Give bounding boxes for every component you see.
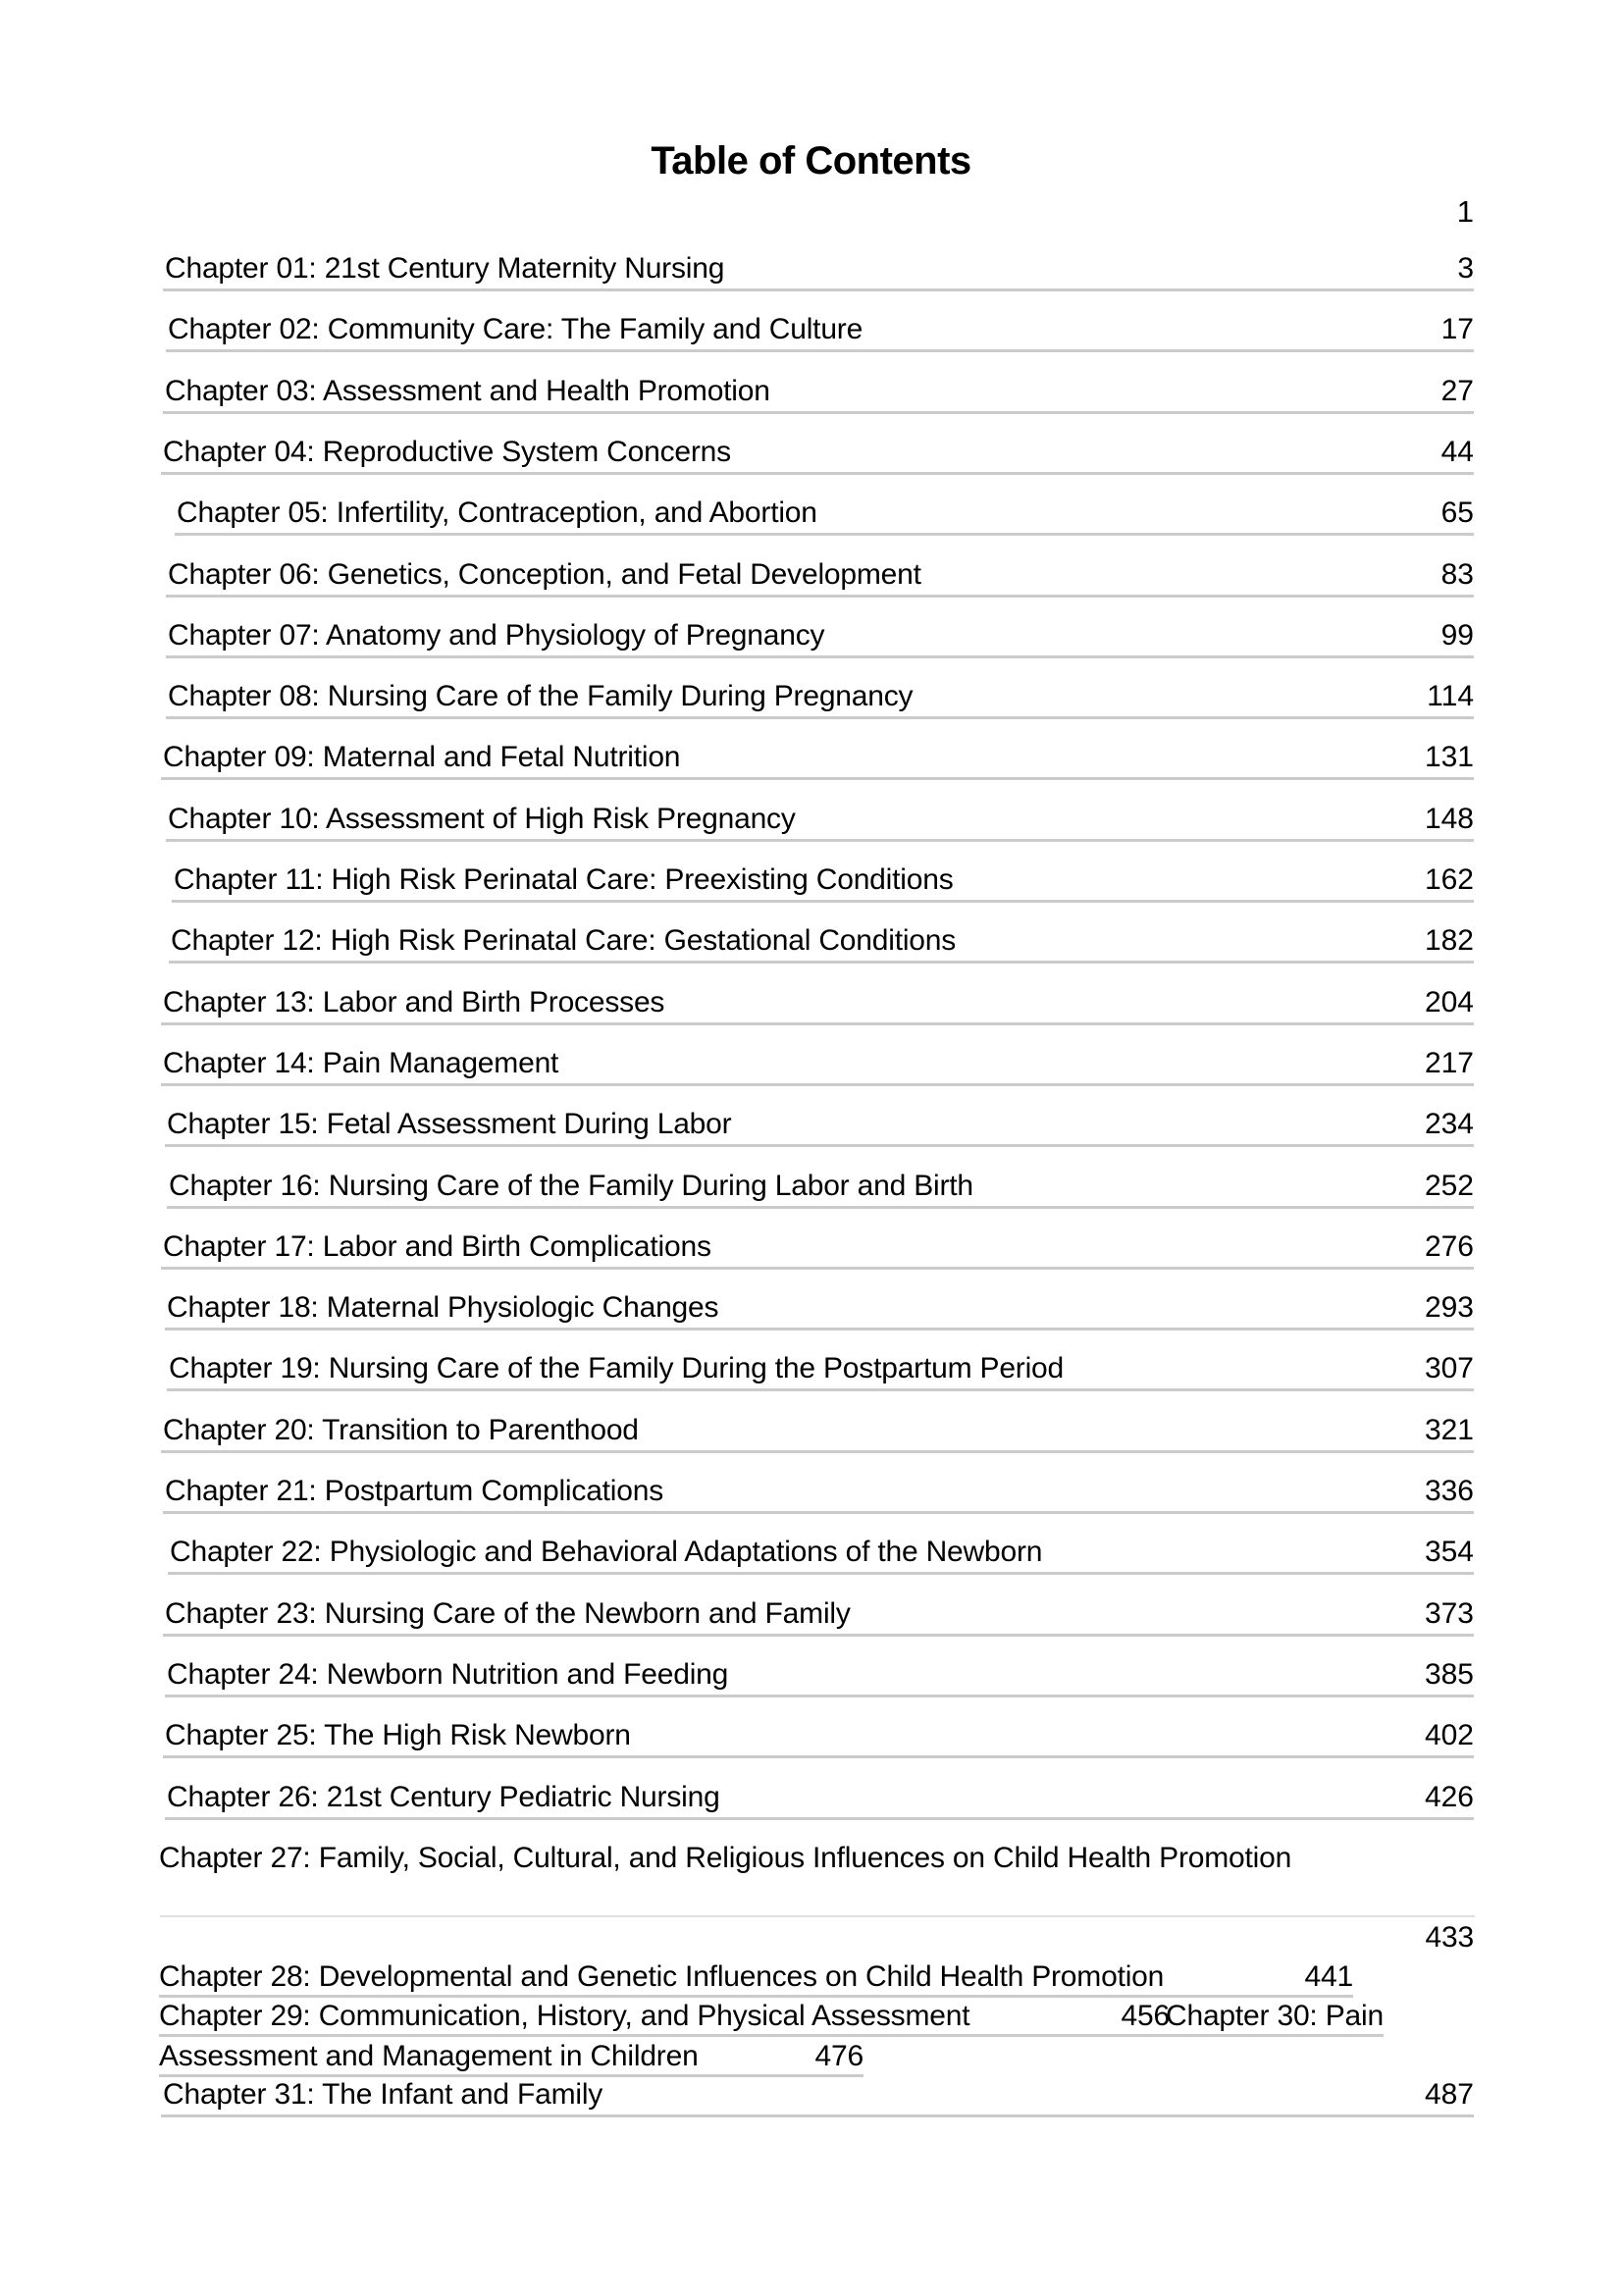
toc-entry-label: Chapter 16: Nursing Care of the Family During Labor and Birth (169, 1169, 973, 1202)
toc-entry-ch28[interactable] (159, 1959, 1353, 1998)
toc-entry-page: 83 (1440, 557, 1474, 591)
toc-entry-label: Chapter 31: The Infant and Family (163, 2078, 603, 2111)
toc-entry[interactable] (161, 985, 1474, 1025)
toc-entry-label: Chapter 14: Pain Management (163, 1046, 559, 1079)
toc-entry-page: 99 (1440, 618, 1474, 652)
toc-entry-label: Chapter 12: High Risk Perinatal Care: Gestational Conditions (171, 924, 957, 958)
toc-entry-page: 441 (1304, 1960, 1353, 1993)
toc-entry-label: Chapter 01: 21st Century Maternity Nursing (165, 252, 725, 285)
toc-entry[interactable] (163, 1718, 1474, 1758)
toc-entry-label: Chapter 11: High Risk Perinatal Care: Preexisting Conditions (174, 863, 954, 896)
toc-entry-page: 114 (1427, 680, 1474, 713)
toc-entry-page: 402 (1424, 1719, 1474, 1752)
toc-entry-page: 276 (1424, 1229, 1474, 1263)
page-title: Table of Contents (651, 139, 971, 183)
toc-entry-ch27[interactable] (159, 1841, 1291, 1876)
toc-entry-label: Chapter 08: Nursing Care of the Family During Pregnancy (168, 680, 914, 713)
toc-entry-label: Chapter 13: Labor and Birth Processes (163, 985, 665, 1018)
toc-entry-label: Chapter 28: Developmental and Genetic Influences on Child Health Promotion (159, 1960, 1165, 1993)
toc-entry-label: Chapter 23: Nursing Care of the Newborn and Family (165, 1596, 851, 1630)
toc-entry[interactable] (163, 251, 1474, 291)
toc-entry[interactable] (165, 1107, 1474, 1147)
toc-entry-label: Chapter 26: 21st Century Pediatric Nursing (167, 1780, 720, 1813)
toc-entry-label: Chapter 02: Community Care: The Family and Culture (168, 313, 863, 346)
toc-entry-label: Chapter 30: Pain (1166, 2000, 1384, 2032)
toc-entry-page: 293 (1424, 1291, 1474, 1325)
toc-entry-label: Chapter 04: Reproductive System Concerns (163, 435, 731, 468)
toc-entry-page: 182 (1424, 924, 1474, 958)
toc-entry-label: Chapter 27: Family, Social, Cultural, and Religious Influences on Child Health Promotion (159, 1842, 1292, 1874)
toc-entry-label: Chapter 29: Communication, History, and Physical Assessment (159, 2000, 970, 2032)
toc-entry[interactable] (166, 679, 1474, 719)
toc-entry-label: Chapter 07: Anatomy and Physiology of Pregnancy (168, 618, 825, 652)
intro-page-number: 1 (1456, 194, 1474, 229)
toc-entry-ch30-part1[interactable] (1166, 1999, 1384, 2037)
toc-entry-page: 234 (1424, 1108, 1474, 1141)
toc-entry[interactable] (163, 1474, 1474, 1514)
toc-entry-page: 65 (1440, 496, 1474, 530)
toc-entry-page: 456 (1121, 2000, 1170, 2032)
toc-entry[interactable] (161, 740, 1474, 780)
toc-entry[interactable] (166, 557, 1474, 598)
toc-entry-page: 321 (1424, 1413, 1474, 1446)
toc-entry[interactable] (168, 1535, 1474, 1575)
toc-entry-label: Assessment and Management in Children (159, 2040, 699, 2072)
toc-entry[interactable] (166, 802, 1474, 842)
toc-entry-page: 27 (1440, 374, 1474, 407)
toc-entry-label: Chapter 09: Maternal and Fetal Nutrition (163, 741, 681, 774)
toc-entry-label: Chapter 03: Assessment and Health Promotion (165, 374, 770, 407)
toc-entry-label: Chapter 17: Labor and Birth Complications (163, 1229, 711, 1263)
toc-entry-label: Chapter 15: Fetal Assessment During Labor (167, 1108, 732, 1141)
toc-entry-page: 148 (1424, 802, 1474, 835)
toc-entry-page: 3 (1457, 252, 1474, 285)
toc-entry-label: Chapter 05: Infertility, Contraception, and Abortion (177, 496, 817, 530)
toc-entry[interactable] (167, 1351, 1474, 1391)
toc-entry[interactable] (165, 1290, 1474, 1331)
toc-entry[interactable] (161, 1046, 1474, 1086)
toc-entry-label: Chapter 19: Nursing Care of the Family During the Postpartum Period (169, 1352, 1065, 1385)
toc-entry-page: 44 (1440, 435, 1474, 468)
toc-entry[interactable] (165, 1657, 1474, 1697)
toc-entry[interactable] (161, 1413, 1474, 1453)
toc-entry[interactable] (166, 618, 1474, 658)
toc-entry[interactable] (166, 312, 1474, 352)
toc-entry-page: 426 (1424, 1780, 1474, 1813)
toc-entry-label: Chapter 25: The High Risk Newborn (165, 1719, 631, 1752)
toc-entry[interactable] (172, 862, 1474, 903)
toc-entry[interactable] (163, 374, 1474, 414)
toc-entry-label: Chapter 18: Maternal Physiologic Changes (167, 1291, 719, 1325)
toc-entry-page: 373 (1424, 1596, 1474, 1630)
toc-entry-page: 476 (814, 2040, 863, 2072)
toc-entry-page: 487 (1424, 2078, 1474, 2111)
toc-entry-ch30-part2[interactable] (159, 2039, 863, 2077)
toc-entry-label: Chapter 22: Physiologic and Behavioral Adaptations of the Newborn (170, 1536, 1043, 1569)
toc-entry[interactable] (161, 435, 1474, 475)
toc-entry-ch29[interactable] (159, 1999, 1170, 2037)
toc-entry-page: 131 (1424, 741, 1474, 774)
toc-entry[interactable] (175, 496, 1474, 536)
toc-entry[interactable] (163, 1596, 1474, 1637)
toc-entry-page: 252 (1424, 1169, 1474, 1202)
toc-entry-page: 17 (1440, 313, 1474, 346)
toc-entry-page: 204 (1424, 985, 1474, 1018)
toc-entry[interactable] (165, 1780, 1474, 1820)
toc-entry-label: Chapter 24: Newborn Nutrition and Feeding (167, 1657, 729, 1691)
toc-entry[interactable] (161, 1229, 1474, 1270)
divider (160, 1915, 1475, 1917)
toc-entry-label: Chapter 06: Genetics, Conception, and Fetal Development (168, 557, 921, 591)
toc-entry-page: 354 (1424, 1536, 1474, 1569)
toc-entry-page: 307 (1424, 1352, 1474, 1385)
toc-entry-label: Chapter 21: Postpartum Complications (165, 1475, 664, 1507)
toc-entry-label: Chapter 20: Transition to Parenthood (163, 1413, 639, 1446)
toc-entry-label: Chapter 10: Assessment of High Risk Pregnancy (168, 802, 796, 835)
toc-entry-ch27-page: 433 (1425, 1921, 1474, 1954)
toc-entry[interactable] (167, 1169, 1474, 1209)
toc-entry[interactable] (169, 923, 1474, 964)
toc-entry-page: 217 (1424, 1046, 1474, 1079)
toc-entry-page: 336 (1424, 1475, 1474, 1507)
toc-entry-ch31[interactable] (161, 2077, 1474, 2117)
toc-entry-page: 385 (1424, 1657, 1474, 1691)
toc-entry-page: 162 (1424, 863, 1474, 896)
